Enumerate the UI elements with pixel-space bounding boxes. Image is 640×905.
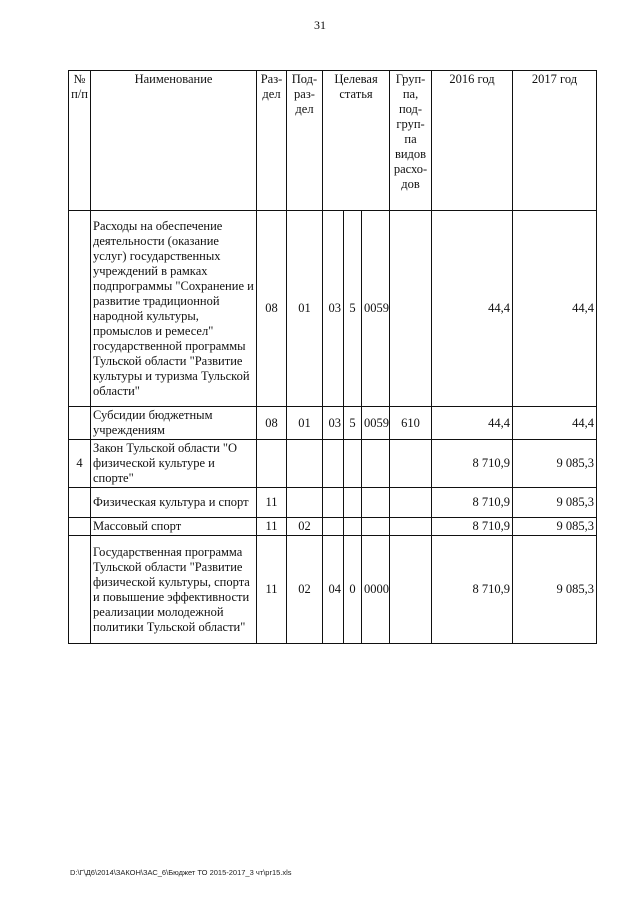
budget-table: [68, 70, 597, 644]
row-num: [69, 518, 91, 536]
row-num: [69, 211, 91, 407]
row-target-subprogram: 5: [344, 211, 362, 407]
row-num: 4: [69, 440, 91, 488]
row-2017: 44,4: [513, 211, 597, 407]
row-target-subprogram: [344, 488, 362, 518]
col-header-num: № п/п: [69, 71, 91, 211]
row-group: [390, 440, 432, 488]
row-section: 11: [257, 536, 287, 644]
row-target-code: 0059: [362, 211, 390, 407]
row-subsection: [287, 488, 323, 518]
row-target-subprogram: [344, 440, 362, 488]
row-2017: 9 085,3: [513, 518, 597, 536]
row-subsection: [287, 440, 323, 488]
table-row: [69, 440, 597, 488]
row-name: Закон Тульской области "О физической культуре и спорте": [91, 440, 257, 488]
row-2016: 44,4: [432, 211, 513, 407]
row-section: 08: [257, 407, 287, 440]
row-target-subprogram: 0: [344, 536, 362, 644]
row-subsection: 01: [287, 211, 323, 407]
row-num: [69, 536, 91, 644]
col-header-target: Целевая статья: [323, 71, 390, 211]
col-header-section: Раз-дел: [257, 71, 287, 211]
row-target-program: [323, 488, 344, 518]
row-target-program: 04: [323, 536, 344, 644]
row-num: [69, 488, 91, 518]
col-header-subsection: Под-раз-дел: [287, 71, 323, 211]
header-row: [69, 71, 597, 211]
row-target-subprogram: 5: [344, 407, 362, 440]
table-row: [69, 407, 597, 440]
row-2016: 8 710,9: [432, 440, 513, 488]
row-group: [390, 488, 432, 518]
col-header-name: Наименование: [91, 71, 257, 211]
row-subsection: 01: [287, 407, 323, 440]
row-2016: 8 710,9: [432, 518, 513, 536]
table-row: [69, 211, 597, 407]
table-row: [69, 488, 597, 518]
col-header-group: Груп-па, под-груп-па видов расхо-дов: [390, 71, 432, 211]
row-section: 11: [257, 518, 287, 536]
table-row: [69, 518, 597, 536]
col-header-2017: 2017 год: [513, 71, 597, 211]
row-subsection: 02: [287, 536, 323, 644]
row-group: [390, 518, 432, 536]
row-2017: 44,4: [513, 407, 597, 440]
row-2016: 8 710,9: [432, 536, 513, 644]
row-2016: 8 710,9: [432, 488, 513, 518]
row-subsection: 02: [287, 518, 323, 536]
page-number: 31: [314, 18, 326, 32]
row-group: [390, 536, 432, 644]
row-name: Физическая культура и спорт: [91, 488, 257, 518]
file-path-footer: D:\Г\Д6\2014\ЗАКОН\ЗАС_6\Бюджет ТО 2015-2017_3 чт\pr15.xls: [70, 868, 292, 877]
row-target-program: [323, 518, 344, 536]
row-target-program: 03: [323, 211, 344, 407]
row-name: Субсидии бюджетным учреждениям: [91, 407, 257, 440]
row-2017: 9 085,3: [513, 440, 597, 488]
row-2016: 44,4: [432, 407, 513, 440]
row-target-code: [362, 488, 390, 518]
row-name: Массовый спорт: [91, 518, 257, 536]
row-target-code: [362, 518, 390, 536]
row-section: [257, 440, 287, 488]
col-header-2016: 2016 год: [432, 71, 513, 211]
row-group: 610: [390, 407, 432, 440]
row-name: Расходы на обеспечение деятельности (оказание услуг) государственных учреждений в рамках подпрограммы "Сохранение и развитие традиционной народной культуры, промыслов и ремесел" государственной программы Тульской области "Развитие культуры и туризма Тульской области": [91, 211, 257, 407]
row-2017: 9 085,3: [513, 536, 597, 644]
row-group: [390, 211, 432, 407]
row-section: 08: [257, 211, 287, 407]
row-target-program: 03: [323, 407, 344, 440]
row-section: 11: [257, 488, 287, 518]
row-target-code: [362, 440, 390, 488]
row-target-code: 0059: [362, 407, 390, 440]
table-row: [69, 536, 597, 644]
row-2017: 9 085,3: [513, 488, 597, 518]
row-target-code: 0000: [362, 536, 390, 644]
row-target-subprogram: [344, 518, 362, 536]
row-target-program: [323, 440, 344, 488]
row-name: Государственная программа Тульской области "Развитие физической культуры, спорта и повышение эффективности реализации молодежной политики Тульской области": [91, 536, 257, 644]
row-num: [69, 407, 91, 440]
